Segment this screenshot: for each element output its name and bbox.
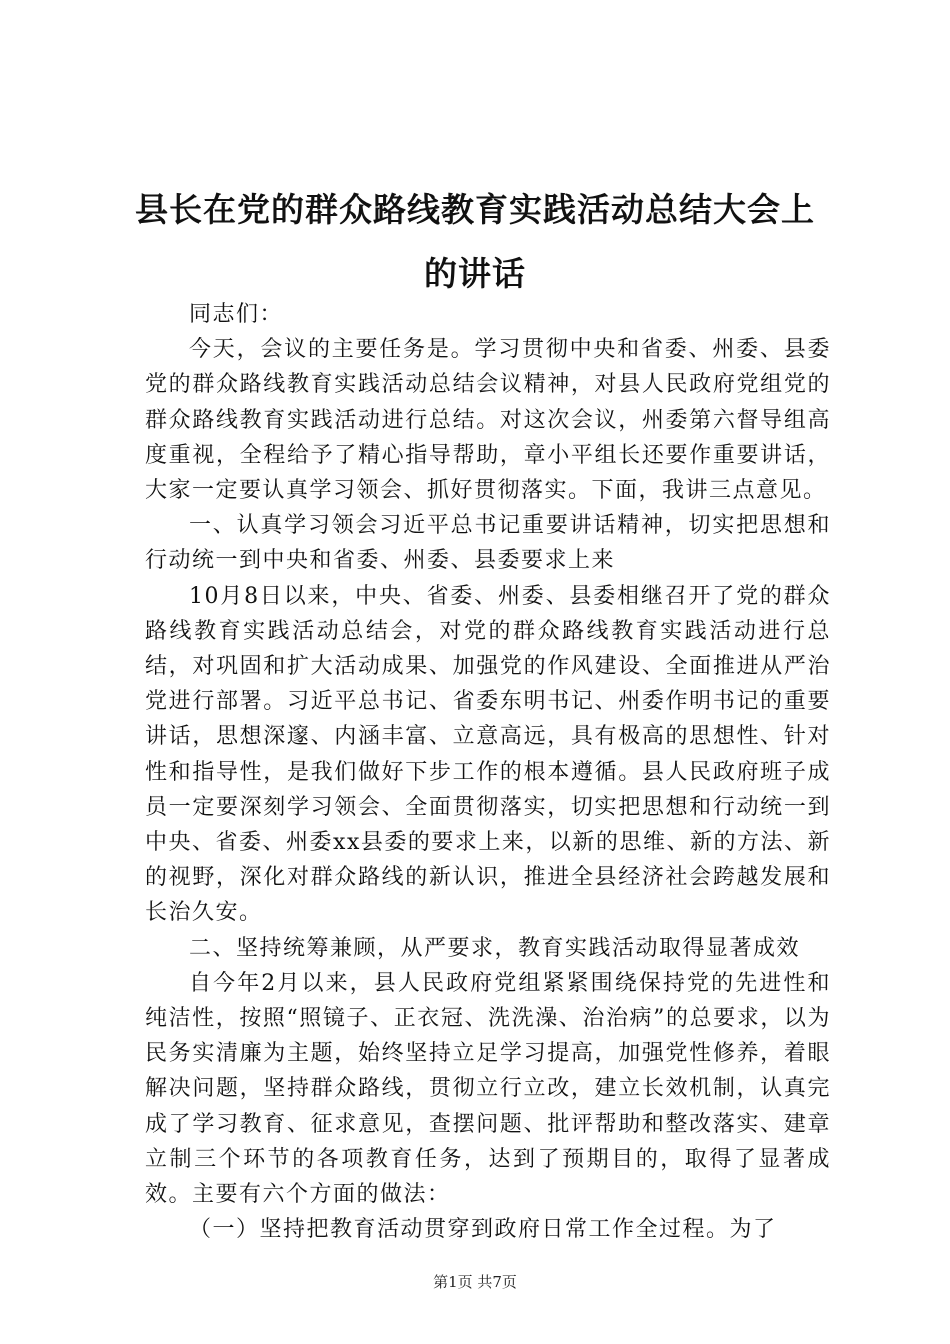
paragraph: 今天，会议的主要任务是。学习贯彻中央和省委、州委、县委党的群众路线教育实践活动总结会议精神，对县人民政府党组党的群众路线教育实践活动进行总结。对这次会议，州委第六督导组高度重视，全程给予了精心指导帮助，章小平组长还要作重要讲话，大家一定要认真学习领会、抓好贯彻落实。下面，我讲三点意见。 — [145, 337, 831, 504]
document-body — [145, 297, 831, 1247]
paragraph: 自今年2月以来，县人民政府党组紧紧围绕保持党的先进性和纯洁性，按照“照镜子、正衣冠、洗洗澡、治治病”的总要求，以为民务实清廉为主题，始终坚持立足学习提高，加强党性修养，着眼解决问题，坚持群众路线，贯彻立行立改，建立长效机制，认真完成了学习教育、征求意见，查摆问题、批评帮助和整改落实、建章立制三个环节的各项教育任务，达到了预期目的，取得了显著成效。主要有六个方面的做法： — [145, 970, 831, 1208]
paragraph: （一）坚持把教育活动贯穿到政府日常工作全过程。为了 — [189, 1217, 777, 1243]
section-heading: 一、认真学习领会习近平总书记重要讲话精神，切实把思想和行动统一到中央和省委、州委、县委要求上来 — [145, 513, 831, 574]
paragraph-greeting: 同志们： — [189, 302, 284, 327]
paragraph: 10月8日以来，中央、省委、州委、县委相继召开了党的群众路线教育实践活动总结会，对党的群众路线教育实践活动进行总结，对巩固和扩大活动成果、加强党的作风建设、全面推进从严治党进行部署。习近平总书记、省委东明书记、州委作明书记的重要讲话，思想深邃、内涵丰富、立意高远，具有极高的思想性、针对性和指导性，是我们做好下步工作的根本遵循。县人民政府班子成员一定要深刻学习领会、全面贯彻落实，切实把思想和行动统一到中央、省委、州委xx县委的要求上来，以新的思维、新的方法、新的视野，深化对群众路线的新认识，推进全县经济社会跨越发展和长治久安。 — [145, 583, 831, 926]
document-title: 县长在党的群众路线教育实践活动总结大会上的讲话 — [135, 190, 815, 293]
page-number-footer: 第1页 共7页 — [433, 1273, 517, 1291]
section-heading: 二、坚持统筹兼顾，从严要求，教育实践活动取得显著成效 — [189, 935, 801, 961]
